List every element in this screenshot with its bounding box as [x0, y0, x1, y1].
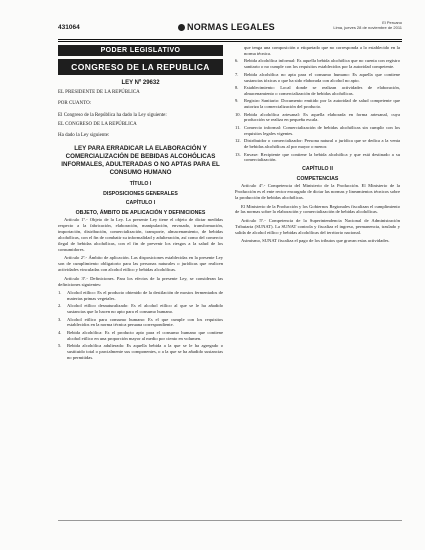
definition-item: 13. Envase: Recipiente que contiene la bebida alcohólica y que está destinado a su comercialización.	[235, 151, 400, 163]
brand-logo-icon	[178, 24, 185, 31]
section-band-legislativo: PODER LEGISLATIVO	[58, 45, 223, 56]
congress-line: EL CONGRESO DE LA REPÚBLICA	[58, 121, 137, 127]
definition-item: 9. Registro Sanitario: Documento emitido por la autoridad de salud competente que autoriza la comercialización del producto.	[235, 98, 400, 110]
disposiciones-heading: DISPOSICIONES GENERALES	[103, 190, 178, 197]
definition-item: 8. Establecimiento: Local donde se realizan actividades de elaboración, almacenamiento o comercialización de bebidas alcohólicas.	[235, 84, 400, 96]
capitulo-2-heading: CAPÍTULO II	[302, 166, 333, 173]
section-band-congreso: CONGRESO DE LA REPUBLICA	[58, 59, 223, 75]
footer-rule	[58, 520, 402, 521]
article-4: Artículo 4º.- Competencia del Ministerio de la Producción. El Ministerio de la Producción es el ente rector encargado de dictar las normas y lineamientos técnicos sobre la producción de bebidas alcohólicas.	[235, 183, 400, 201]
definition-item: 10. Bebida alcohólica artesanal: Es aquella elaborada en forma artesanal, cuya producción se realiza en pequeña escala.	[235, 111, 400, 123]
article-4-cont: El Ministerio de la Producción y los Gobiernos Regionales fiscalizan el cumplimiento de las normas sobre la elaboración y comercialización de bebidas alcohólicas.	[235, 203, 400, 215]
header-rule-thin	[58, 41, 402, 42]
left-column	[58, 45, 223, 515]
titulo-heading: TÍTULO I	[129, 181, 152, 188]
definition-item: 5. Bebida alcohólica adulterada: Es aquella bebida a la que se le ha agregado o sustituido total o parcialmente sus componentes, o a la que se ha añadido sustancias no permitidas.	[58, 343, 223, 361]
definition-item: 7. Bebida alcohólica no apta para el consumo humano: Es aquella que contiene sustancias tóxicas o que ha sido elaborada con alcohol no apto.	[235, 71, 400, 83]
article-3: Artículo 3º.- Definiciones. Para los efectos de la presente Ley, se consideran las definiciones siguientes:	[58, 275, 223, 287]
definition-item: 3. Alcohol etílico para consumo humano: Es el que cumple con los requisitos establecidos en la norma técnica peruana correspondiente.	[58, 316, 223, 328]
definition-item: 2. Alcohol etílico desnaturalizado: Es el alcohol etílico al que se le ha añadido sustancias que lo hacen no apto para el consumo humano.	[58, 303, 223, 315]
ha-dado: Ha dado la Ley siguiente:	[58, 133, 110, 139]
page-number: 431064	[58, 24, 80, 31]
dateline	[333, 20, 402, 30]
definition-item: 11. Comercio informal: Comercialización de bebidas alcohólicas sin cumplir con los requisitos legales vigentes.	[235, 124, 400, 136]
definition-continued: que tenga una composición o etiquetado que no corresponda a lo establecido en la norma técnica.	[244, 45, 400, 56]
law-title: LEY PARA ERRADICAR LA ELABORACIÓN Y COMERCIALIZACIÓN DE BEBIDAS ALCOHÓLICAS INFORMALES, ADULTERADAS O NO APTAS PARA EL CONSUMO HUMANO	[61, 145, 220, 177]
page-header	[58, 20, 402, 38]
law-number: LEY Nº 29632	[121, 80, 160, 86]
objeto-heading: OBJETO, ÁMBITO DE APLICACIÓN Y DEFINICIONES	[75, 209, 206, 216]
definition-item: 6. Bebida alcohólica informal: Es aquella bebida alcohólica que no cuenta con registro sanitario o no cumple con los requisitos establecidos por la autoridad competente.	[235, 58, 400, 70]
article-2: Artículo 2º.- Ámbito de aplicación. Las disposiciones establecidas en la presente Ley son de cumplimiento obligatorio para las personas naturales o jurídicas que realicen actividades vinculadas con alcohol etílico y bebidas alcohólicas.	[58, 255, 223, 273]
definition-item: 1. Alcohol etílico: Es el producto obtenido de la destilación de mostos fermentados de materias primas vegetales.	[58, 289, 223, 301]
president-line: EL PRESIDENTE DE LA REPÚBLICA	[58, 90, 140, 95]
competencias-heading: COMPETENCIAS	[296, 175, 339, 182]
article-1: Artículo 1º.- Objeto de la Ley. La presente Ley tiene el objeto de dictar medidas respecto a la fabricación, elaboración, manipulación, envasado, transformación, importación, distribución, comercialización, transporte, almacenamiento, de bebidas alcohólicas, con el fin de combatir su informalidad y adulteración, así como del comercio ilegal de bebidas alcohólicas, con el fin de prevenir los riesgos a la salud de los consumidores.	[58, 217, 223, 253]
brand-text: NORMAS LEGALES	[187, 22, 275, 32]
por-cuanto: POR CUANTO:	[58, 101, 92, 107]
definition-item: 4. Bebida alcohólica: Es el producto apto para el consumo humano que contiene alcohol etílico en una proporción mayor al medio por ciento en volumen.	[58, 329, 223, 341]
definition-item: 12. Distribuidor o comercializador: Persona natural o jurídica que se dedica a la venta de bebidas alcohólicas al por mayor o menor.	[235, 138, 400, 150]
header-rule	[58, 39, 402, 40]
dateline-date: Lima, jueves 28 de noviembre de 2011	[333, 25, 402, 30]
dateline-title: El Peruano	[382, 20, 402, 25]
right-column	[235, 45, 400, 515]
publication-brand	[178, 22, 275, 32]
congress-gave: El Congreso de la República ha dado la Ley siguiente:	[58, 112, 167, 118]
article-5-cont: Asimismo, SUNAT fiscaliza el pago de los tributos que gravan estas actividades.	[241, 238, 390, 244]
article-5: Artículo 5º.- Competencia de la Superintendencia Nacional de Administración Tributaria (SUNAT). La SUNAT controla y fiscaliza el ingreso, permanencia, traslado y salida de alcohol etílico y bebidas alcohólicas del territorio nacional.	[235, 217, 400, 235]
capitulo-heading: CAPÍTULO I	[125, 200, 156, 207]
